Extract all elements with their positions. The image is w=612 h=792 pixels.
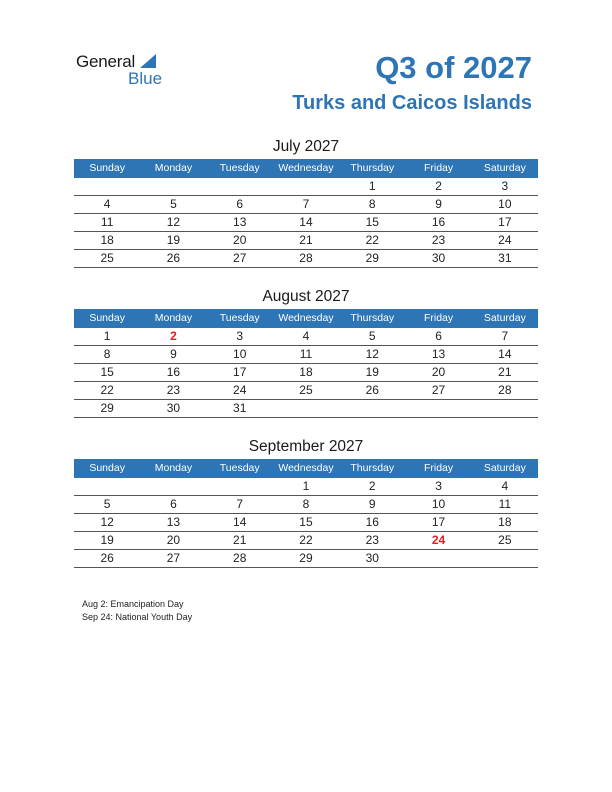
day-cell: 7 <box>236 497 244 511</box>
day-cell <box>339 400 405 417</box>
day-cell: 1 <box>103 329 111 343</box>
day-cell: 20 <box>233 233 247 247</box>
day-cell: 5 <box>170 197 177 211</box>
day-cell <box>74 478 140 495</box>
day-cell: 24 <box>498 233 512 247</box>
weekday-label: Tuesday <box>219 162 260 174</box>
day-cell: 13 <box>431 347 446 361</box>
day-cell: 6 <box>170 497 177 511</box>
day-cell <box>207 478 273 495</box>
day-cell: 3 <box>236 329 244 343</box>
day-cell: 2 <box>435 179 442 193</box>
day-cell: 6 <box>236 197 244 211</box>
month-title: August 2027 <box>262 288 350 305</box>
week-row <box>74 214 538 232</box>
day-cell: 27 <box>233 251 247 265</box>
day-cell: 24 <box>233 383 247 397</box>
day-cell: 17 <box>233 365 247 379</box>
day-cell: 4 <box>103 197 111 211</box>
day-cell: 7 <box>302 197 310 211</box>
week-row <box>74 196 538 214</box>
page-title: Q3 of 2027 <box>375 50 532 85</box>
day-cell <box>472 400 538 417</box>
weekday-label: Sunday <box>89 312 125 324</box>
day-cell: 13 <box>166 515 181 529</box>
day-cell: 4 <box>302 329 310 343</box>
day-cell: 5 <box>103 497 111 511</box>
day-cell: 9 <box>368 497 376 511</box>
day-cell: 1 <box>302 479 310 493</box>
day-cell: 24 <box>431 533 446 547</box>
day-cell <box>207 178 273 195</box>
weekday-header <box>74 159 538 178</box>
month-calendar <box>74 286 538 418</box>
day-cell: 8 <box>103 347 111 361</box>
weekday-label: Wednesday <box>278 462 334 474</box>
day-cell: 29 <box>100 401 114 415</box>
day-cell: 21 <box>233 533 247 547</box>
weekday-label: Monday <box>154 312 193 324</box>
month-title: September 2027 <box>248 438 364 455</box>
day-cell: 19 <box>365 365 379 379</box>
day-cell: 18 <box>299 365 313 379</box>
holiday-note: Aug 2: Emancipation Day <box>82 599 184 609</box>
day-cell: 26 <box>365 383 379 397</box>
day-cell: 18 <box>498 515 512 529</box>
day-cell: 22 <box>299 533 313 547</box>
day-cell: 3 <box>435 479 442 493</box>
weekday-label: Saturday <box>483 312 526 324</box>
weekday-label: Tuesday <box>219 312 260 324</box>
day-cell <box>405 400 471 417</box>
day-cell: 7 <box>501 329 509 343</box>
day-cell: 4 <box>501 479 509 493</box>
month-calendar <box>74 436 538 568</box>
day-cell: 10 <box>431 497 446 511</box>
week-row <box>74 496 538 514</box>
weekday-label: Saturday <box>483 162 526 174</box>
week-row <box>74 178 538 196</box>
day-cell: 27 <box>431 383 446 397</box>
weekday-label: Saturday <box>483 462 526 474</box>
logo <box>76 52 176 92</box>
day-cell: 31 <box>498 251 512 265</box>
week-row <box>74 514 538 532</box>
day-cell: 14 <box>498 347 512 361</box>
day-cell: 25 <box>299 383 313 397</box>
day-cell: 16 <box>431 215 446 229</box>
day-cell: 2 <box>368 479 376 493</box>
weekday-label: Thursday <box>350 162 395 174</box>
day-cell: 3 <box>501 179 509 193</box>
weekday-label: Thursday <box>350 462 395 474</box>
weekday-label: Friday <box>423 312 454 324</box>
weekday-label: Wednesday <box>278 312 334 324</box>
day-cell: 25 <box>498 533 512 547</box>
day-cell: 21 <box>498 365 512 379</box>
weekday-label: Monday <box>154 162 193 174</box>
logo-blue-text: Blue <box>128 69 163 88</box>
week-row <box>74 328 538 346</box>
day-cell: 20 <box>166 533 181 547</box>
day-cell: 11 <box>100 215 114 229</box>
weekday-label: Wednesday <box>278 162 334 174</box>
day-cell: 22 <box>365 233 379 247</box>
day-cell: 16 <box>166 365 181 379</box>
weekday-label: Monday <box>154 462 193 474</box>
day-cell: 6 <box>435 329 442 343</box>
week-row <box>74 346 538 364</box>
week-row <box>74 478 538 496</box>
day-cell: 14 <box>233 515 247 529</box>
holiday-note: Sep 24: National Youth Day <box>82 612 193 622</box>
month-calendar <box>74 136 538 268</box>
weekday-label: Sunday <box>89 462 125 474</box>
day-cell: 21 <box>299 233 313 247</box>
day-cell: 31 <box>233 401 247 415</box>
day-cell: 30 <box>431 251 446 265</box>
day-cell: 16 <box>365 515 379 529</box>
day-cell <box>273 178 339 195</box>
weekday-label: Tuesday <box>219 462 260 474</box>
day-cell: 10 <box>233 347 247 361</box>
day-cell: 18 <box>100 233 114 247</box>
logo-triangle-icon <box>140 54 156 68</box>
weekday-label: Sunday <box>89 162 125 174</box>
day-cell <box>273 400 339 417</box>
day-cell: 15 <box>100 365 114 379</box>
day-cell: 26 <box>166 251 181 265</box>
month-title: July 2027 <box>272 138 340 155</box>
day-cell: 29 <box>365 251 379 265</box>
weekday-label: Friday <box>423 162 454 174</box>
day-cell: 9 <box>170 347 177 361</box>
day-cell: 27 <box>166 551 181 565</box>
day-cell: 1 <box>368 179 376 193</box>
day-cell: 2 <box>170 329 177 343</box>
day-cell: 23 <box>166 383 181 397</box>
logo-general-text: General <box>76 52 136 71</box>
weekday-label: Thursday <box>350 312 395 324</box>
day-cell: 23 <box>365 533 379 547</box>
week-row <box>74 382 538 400</box>
day-cell: 12 <box>365 347 379 361</box>
day-cell: 22 <box>100 383 114 397</box>
week-row <box>74 532 538 550</box>
day-cell: 20 <box>431 365 446 379</box>
day-cell: 23 <box>431 233 446 247</box>
day-cell: 11 <box>299 347 313 361</box>
day-cell: 19 <box>166 233 181 247</box>
day-cell: 14 <box>299 215 313 229</box>
day-cell: 10 <box>498 197 512 211</box>
holiday-notes <box>82 598 192 624</box>
day-cell: 19 <box>100 533 114 547</box>
day-cell: 30 <box>166 401 181 415</box>
weekday-label: Friday <box>423 462 454 474</box>
day-cell <box>74 178 140 195</box>
week-row <box>74 250 538 268</box>
day-cell <box>472 550 538 567</box>
day-cell: 28 <box>233 551 247 565</box>
week-row <box>74 232 538 250</box>
day-cell: 8 <box>368 197 376 211</box>
week-row <box>74 400 538 418</box>
day-cell: 11 <box>498 497 512 511</box>
day-cell: 17 <box>498 215 512 229</box>
day-cell: 12 <box>166 215 181 229</box>
day-cell: 15 <box>365 215 379 229</box>
day-cell: 29 <box>299 551 313 565</box>
day-cell: 13 <box>233 215 247 229</box>
day-cell: 26 <box>100 551 114 565</box>
day-cell: 28 <box>299 251 313 265</box>
day-cell: 9 <box>435 197 442 211</box>
day-cell: 25 <box>100 251 114 265</box>
week-row <box>74 550 538 568</box>
page-subtitle: Turks and Caicos Islands <box>292 92 532 114</box>
day-cell: 12 <box>100 515 114 529</box>
weekday-header <box>74 309 538 328</box>
day-cell <box>140 478 206 495</box>
weekday-header <box>74 459 538 478</box>
day-cell: 15 <box>299 515 313 529</box>
day-cell: 17 <box>431 515 446 529</box>
day-cell: 28 <box>498 383 512 397</box>
week-row <box>74 364 538 382</box>
day-cell: 8 <box>302 497 310 511</box>
day-cell: 30 <box>365 551 379 565</box>
day-cell: 5 <box>368 329 376 343</box>
day-cell <box>405 550 471 567</box>
day-cell <box>140 178 206 195</box>
